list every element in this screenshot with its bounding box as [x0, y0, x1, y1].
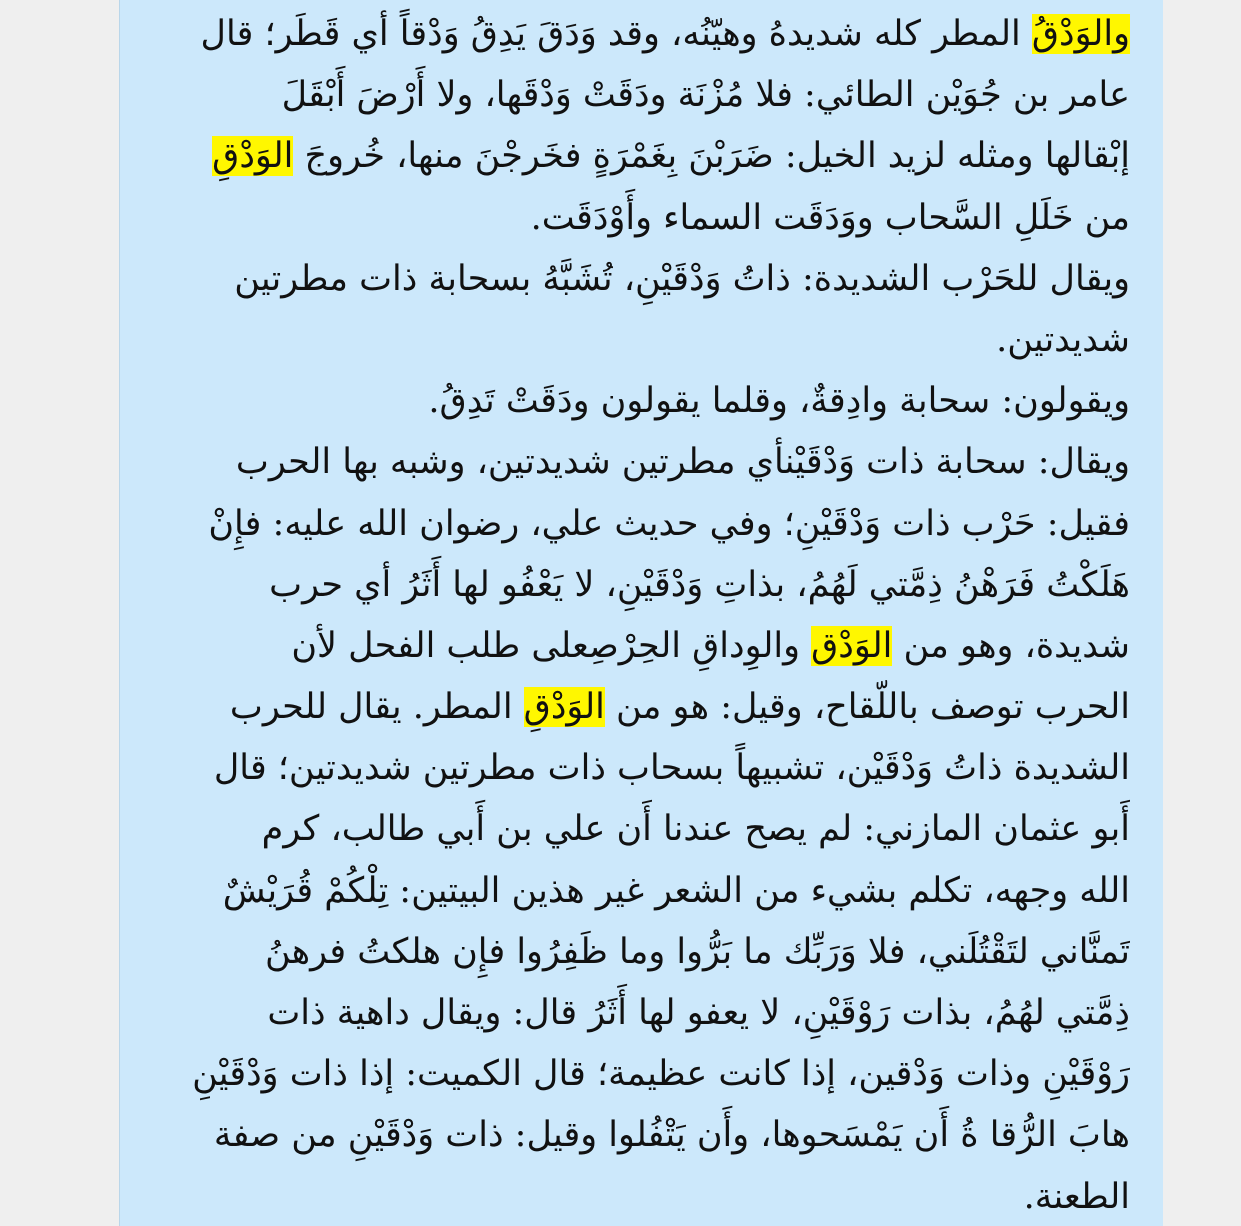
- text-line: [190, 188, 1130, 249]
- text-segment: ويقال: سحابة ذات وَدْقَيْنأي مطرتين شديدتين، وشبه بها الحرب: [235, 442, 1130, 483]
- text-line: [190, 799, 1130, 860]
- highlighted-term: الوَدْقِ: [523, 687, 605, 728]
- highlighted-term: الوَدْقِ: [212, 136, 294, 177]
- text-line: [190, 249, 1130, 310]
- text-line: [190, 861, 1130, 922]
- text-segment: الشديدة ذاتُ وَدْقَيْن، تشبيهاً بسحاب ذات مطرتين شديدتين؛ قال: [213, 748, 1130, 789]
- text-line: [190, 555, 1130, 616]
- text-line: [190, 371, 1130, 432]
- text-segment: الله وجهه، تكلم بشيء من الشعر غير هذين البيتين: تِلْكُمْ قُرَيْشٌ: [222, 870, 1130, 911]
- text-line: [190, 1167, 1130, 1226]
- text-line: [190, 1105, 1130, 1166]
- text-segment: تَمنَّاني لتَقْتُلَني، فلا وَرَبِّك ما بَرُّوا وما ظَفِرُوا فإِن هلكتُ فرهنُ: [264, 931, 1130, 972]
- text-segment: شديدتين.: [996, 319, 1130, 360]
- highlighted-term: الوَدْق: [811, 625, 893, 666]
- document-text: [190, 4, 1130, 1226]
- text-line: [190, 432, 1130, 493]
- text-segment: رَوْقَيْنِ وذات وَدْقين، إذا كانت عظيمة؛ قال الكميت: إذا ذات وَدْقَيْنِ: [192, 1054, 1130, 1095]
- text-line: [190, 922, 1130, 983]
- text-segment: من خَلَلِ السَّحاب ووَدَقَت السماء وأَوْدَقَت.: [530, 197, 1130, 238]
- text-line: [190, 1044, 1130, 1105]
- text-segment: فقيل: حَرْب ذات وَدْقَيْنِ؛ وفي حديث علي، رضوان الله عليه: فإِنْ: [208, 503, 1130, 544]
- text-segment: هَلَكْتُ فَرَهْنُ ذِمَّتي لَهُمُ، بذاتِ وَدْقَيْنِ، لا يَعْفُو لها أَثَرُ أي حرب: [269, 564, 1130, 605]
- text-line: [190, 126, 1130, 187]
- text-segment: هابَ الرُّقا ةُ أَن يَمْسَحوها، وأَن يَتْفُلوا وقيل: ذات وَدْقَيْنِ من صفة: [213, 1115, 1130, 1156]
- text-line: [190, 983, 1130, 1044]
- text-segment: ويقولون: سحابة وادِقةٌ، وقلما يقولون ودَقَتْ تَدِقُ.: [428, 381, 1130, 422]
- text-segment: ويقال للحَرْب الشديدة: ذاتُ وَدْقَيْنِ، تُشَبَّهُ بسحابة ذات مطرتين: [234, 258, 1130, 299]
- text-line: [190, 494, 1130, 555]
- text-line: [190, 677, 1130, 738]
- text-segment: عامر بن جُوَيْن الطائي: فلا مُزْنَة ودَقَتْ وَدْقَها، ولا أَرْضَ أَبْقَلَ: [281, 75, 1130, 116]
- text-segment: شديدة، وهو من: [892, 625, 1130, 666]
- text-line: [190, 738, 1130, 799]
- highlighted-term: والوَدْقُ: [1031, 14, 1130, 54]
- text-segment: الحرب توصف باللّقاح، وقيل: هو من: [604, 687, 1130, 728]
- text-segment: المطر كله شديدهُ وهيّنُه، وقد وَدَقَ يَدِقُ وَدْقاً أي قَطَر؛ قال: [200, 14, 1032, 54]
- text-segment: الطعنة.: [1023, 1176, 1130, 1217]
- text-segment: أَبو عثمان المازني: لم يصح عندنا أَن علي بن أَبي طالب، كرم: [261, 809, 1130, 850]
- text-line: [190, 310, 1130, 371]
- text-line: [190, 616, 1130, 677]
- text-segment: المطر. يقال للحرب: [229, 687, 524, 728]
- text-segment: ذِمَّتي لهُمُ، بذات رَوْقَيْنِ، لا يعفو لها أَثَرُ قال: ويقال داهية ذات: [267, 993, 1130, 1033]
- text-line: [190, 65, 1130, 126]
- text-segment: والوِداقِ الحِرْصِعلى طلب الفحل لأن: [291, 625, 812, 666]
- text-line: [190, 4, 1130, 65]
- text-segment: إبْقالها ومثله لزيد الخيل: ضَرَبْنَ بِغَمْرَةٍ فخَرجْنَ منها، خُروجَ: [293, 136, 1130, 177]
